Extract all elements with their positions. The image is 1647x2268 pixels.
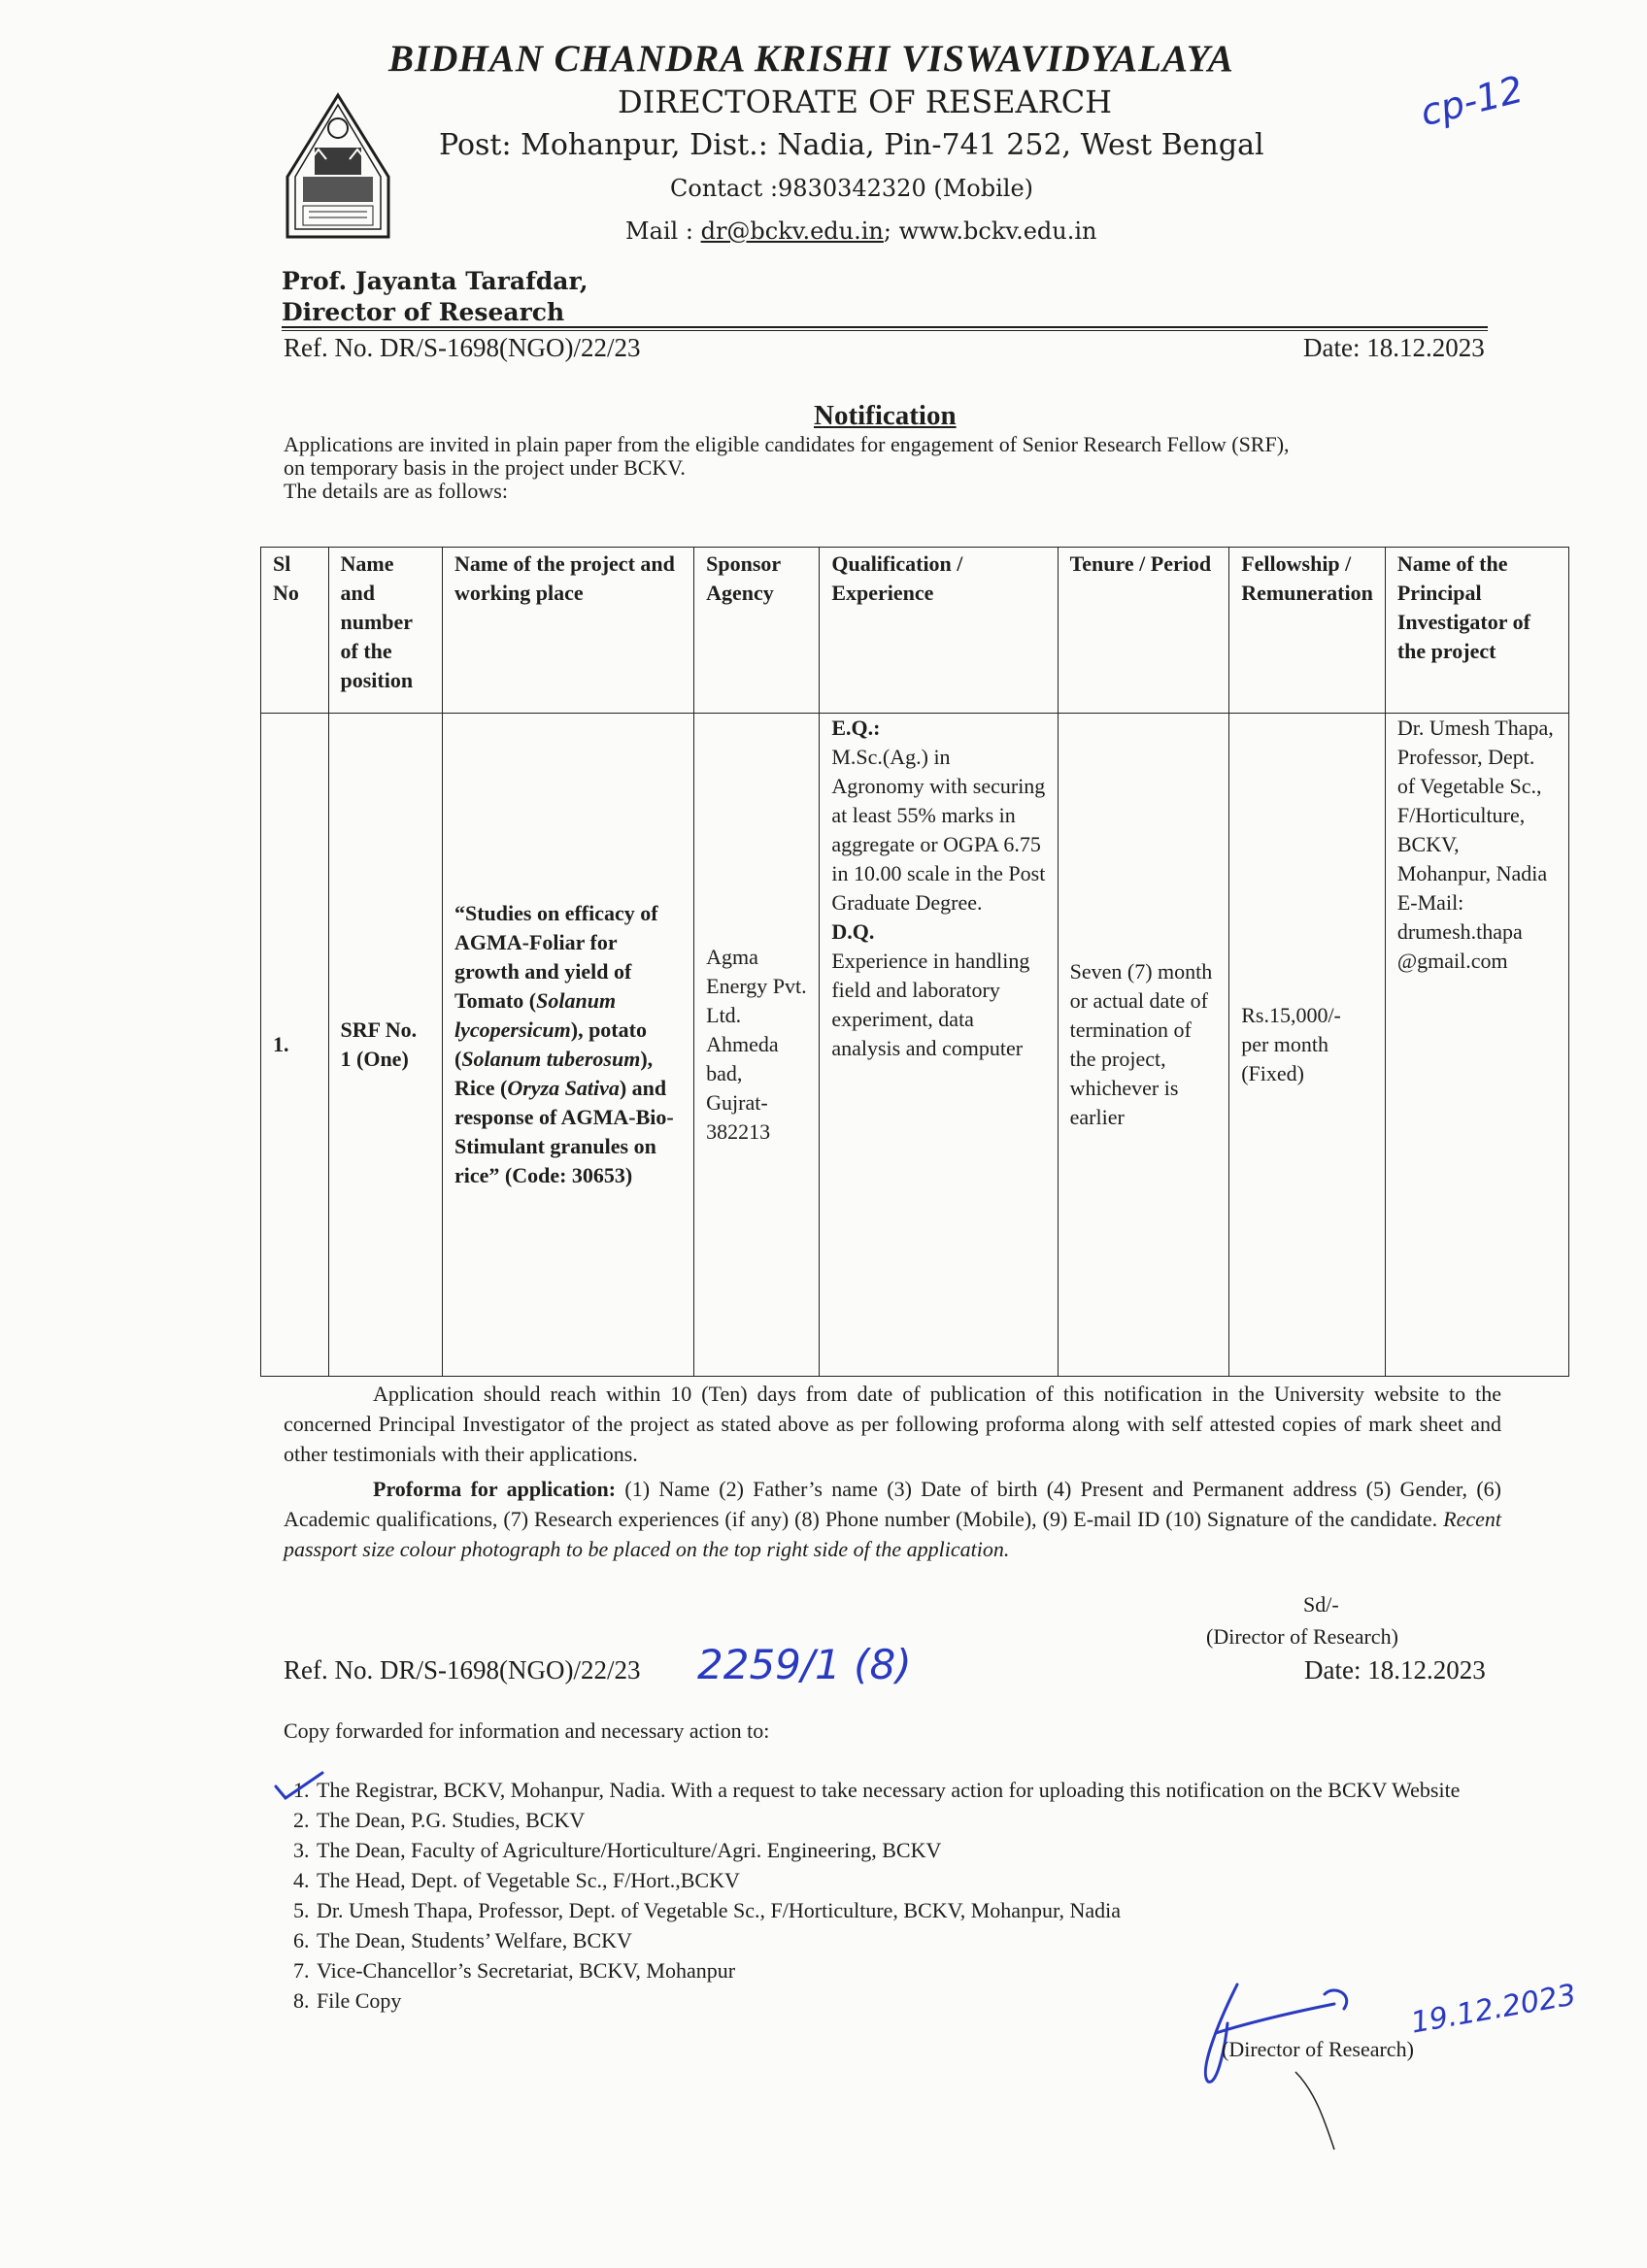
cell-pi: Dr. Umesh Thapa, Professor, Dept. of Vegetable Sc., F/Horticulture, BCKV, Mohanpur, Nadia E-Mail: drumesh.thapa @gmail.com xyxy=(1385,714,1568,1377)
reference-number: Ref. No. DR/S-1698(NGO)/22/23 xyxy=(284,333,641,362)
table-row xyxy=(261,714,1569,1377)
col-header-fellowship: Fellowship / Remuneration xyxy=(1229,548,1386,714)
project-text: ) and response of AGMA-Bio-Stimulant granules on rice” (Code: 30653) xyxy=(454,1076,674,1187)
col-header-qualification: Qualification / Experience xyxy=(820,548,1058,714)
copy-item-text: The Head, Dept. of Vegetable Sc., F/Hort.,BCKV xyxy=(317,1868,740,1892)
tick-mark-icon xyxy=(272,1769,326,1804)
copy-item-text: Vice-Chancellor’s Secretariat, BCKV, Mohanpur xyxy=(317,1958,736,1983)
copy-forward-item xyxy=(293,1865,1507,1895)
copy-item-number: 7. xyxy=(293,1958,310,1983)
col-header-project: Name of the project and working place xyxy=(442,548,693,714)
footer-signatory-office: (Director of Research) xyxy=(1222,2037,1414,2061)
cell-tenure: Seven (7) month or actual date of termination of the project, whichever is earlier xyxy=(1058,714,1229,1377)
cell-fellowship: Rs.15,000/- per month (Fixed) xyxy=(1229,714,1386,1377)
postal-address: Post: Mohanpur, Dist.: Nadia, Pin-741 252, West Bengal xyxy=(439,128,1264,162)
copy-item-text: The Dean, Students’ Welfare, BCKV xyxy=(317,1928,632,1952)
website-text: ; www.bckv.edu.in xyxy=(883,217,1097,245)
copy-item-text: The Dean, P.G. Studies, BCKV xyxy=(317,1808,586,1832)
intro-line: Applications are invited in plain paper from the eligible candidates for engagement of Senior Research Fellow (SRF), xyxy=(284,432,1290,456)
handwritten-memo-number: 2259/1 (8) xyxy=(697,1641,912,1688)
university-emblem-icon xyxy=(282,91,394,241)
mail-address-link[interactable]: dr@bckv.edu.in xyxy=(700,217,884,245)
director-name: Prof. Jayanta Tarafdar, xyxy=(282,267,588,295)
col-header-pi: Name of the Principal Investigator of the project xyxy=(1385,548,1568,714)
cell-position: SRF No. 1 (One) xyxy=(328,714,442,1377)
director-block xyxy=(282,266,588,328)
col-header-position: Name and number of the position xyxy=(328,548,442,714)
signed-mark: Sd/- xyxy=(1303,1592,1339,1617)
proforma-paragraph xyxy=(284,1474,1501,1564)
project-species: Oryza Sativa xyxy=(507,1076,620,1100)
memo-date: Date: 18.12.2023 xyxy=(1304,1655,1486,1684)
project-text: ), Rice ( xyxy=(454,1047,654,1100)
intro-line: on temporary basis in the project under BCKV. xyxy=(284,455,686,480)
copy-forward-item xyxy=(293,1895,1507,1925)
copy-item-number: 2. xyxy=(293,1808,310,1832)
eq-label: E.Q.: xyxy=(831,716,881,740)
director-title: Director of Research xyxy=(282,298,565,326)
copy-forward-item xyxy=(293,1775,1507,1805)
copy-item-number: 8. xyxy=(293,1988,310,2013)
proforma-text: (1) Name (2) Father’s name (3) Date of birth (4) Present and Permanent address (5) Gender, (6) Academic qualifications, (7) Research experiences (if any) (8) Phone number (Mobile), (9) E-mail ID (10) Signature of the candidate. xyxy=(284,1477,1501,1531)
copy-item-text: File Copy xyxy=(317,1988,402,2013)
copy-forward-item xyxy=(293,1925,1507,1955)
mail-line xyxy=(625,217,1097,245)
header-divider xyxy=(282,326,1488,328)
signatory-office: (Director of Research) xyxy=(1206,1624,1398,1649)
handwritten-file-note: cp-12 xyxy=(1416,67,1528,135)
copy-item-number: 4. xyxy=(293,1868,310,1892)
cell-qualification xyxy=(820,714,1058,1377)
project-species: Solanum lycopersicum xyxy=(454,988,617,1042)
contact-number: Contact :9830342320 (Mobile) xyxy=(670,175,1034,202)
dq-text: Experience in handling field and laboratory experiment, data analysis and computer xyxy=(831,949,1030,1060)
notification-title: Notification xyxy=(814,400,957,431)
university-name: BIDHAN CHANDRA KRISHI VISWAVIDYALAYA xyxy=(388,38,1234,80)
proforma-label: Proforma for application: xyxy=(373,1477,617,1501)
notification-intro xyxy=(284,433,1507,503)
memo-reference-number: Ref. No. DR/S-1698(NGO)/22/23 xyxy=(284,1655,641,1684)
cell-sponsor: Agma Energy Pvt. Ltd. Ahmeda bad, Gujrat-382213 xyxy=(694,714,820,1377)
copy-item-number: 1. xyxy=(293,1778,310,1802)
application-instructions: Application should reach within 10 (Ten) days from date of publication of this notification in the University website to the concerned Principal Investigator of the project as stated above as per following proforma along with self attested copies of mark sheet and other testimonials with their applications. xyxy=(284,1382,1501,1466)
project-text: ), potato ( xyxy=(454,1017,647,1071)
copy-item-number: 3. xyxy=(293,1838,310,1862)
mail-prefix: Mail : xyxy=(625,217,701,245)
proforma-photo-note: Recent passport size colour photograph to be placed on the top right side of the application. xyxy=(284,1507,1501,1561)
cell-sl: 1. xyxy=(261,714,329,1377)
copy-item-text: The Registrar, BCKV, Mohanpur, Nadia. With a request to take necessary action for uploading this notification on the BCKV Website xyxy=(317,1778,1461,1802)
directorate-title: DIRECTORATE OF RESEARCH xyxy=(618,83,1113,120)
director-signature-icon xyxy=(1179,1965,1441,2159)
copy-item-text: The Dean, Faculty of Agriculture/Horticulture/Agri. Engineering, BCKV xyxy=(317,1838,942,1862)
header-divider-thin xyxy=(282,330,1488,331)
handwritten-signature-date: 19.12.2023 xyxy=(1408,1978,1579,2041)
table-header-row xyxy=(261,548,1569,714)
col-header-sl: Sl No xyxy=(261,548,329,714)
dq-label: D.Q. xyxy=(831,919,875,944)
col-header-tenure: Tenure / Period xyxy=(1058,548,1229,714)
copy-forward-item xyxy=(293,1805,1507,1835)
copy-forward-intro: Copy forwarded for information and necessary action to: xyxy=(284,1718,770,1743)
intro-line: The details are as follows: xyxy=(284,479,508,503)
eq-text: M.Sc.(Ag.) in Agronomy with securing at least 55% marks in aggregate or OGPA 6.75 in 10.00 scale in the Post Graduate Degree. xyxy=(831,745,1046,915)
copy-forward-item xyxy=(293,1835,1507,1865)
project-text: “Studies on efficacy of AGMA-Foliar for growth and yield of Tomato ( xyxy=(454,901,658,1013)
reference-date: Date: 18.12.2023 xyxy=(1303,333,1485,362)
copy-item-number: 6. xyxy=(293,1928,310,1952)
positions-table xyxy=(260,547,1569,1377)
col-header-sponsor: Sponsor Agency xyxy=(694,548,820,714)
project-species: Solanum tuberosum xyxy=(461,1047,641,1071)
copy-item-text: Dr. Umesh Thapa, Professor, Dept. of Vegetable Sc., F/Horticulture, BCKV, Mohanpur, Nadia xyxy=(317,1898,1121,1922)
cell-project xyxy=(442,714,693,1377)
copy-item-number: 5. xyxy=(293,1898,310,1922)
